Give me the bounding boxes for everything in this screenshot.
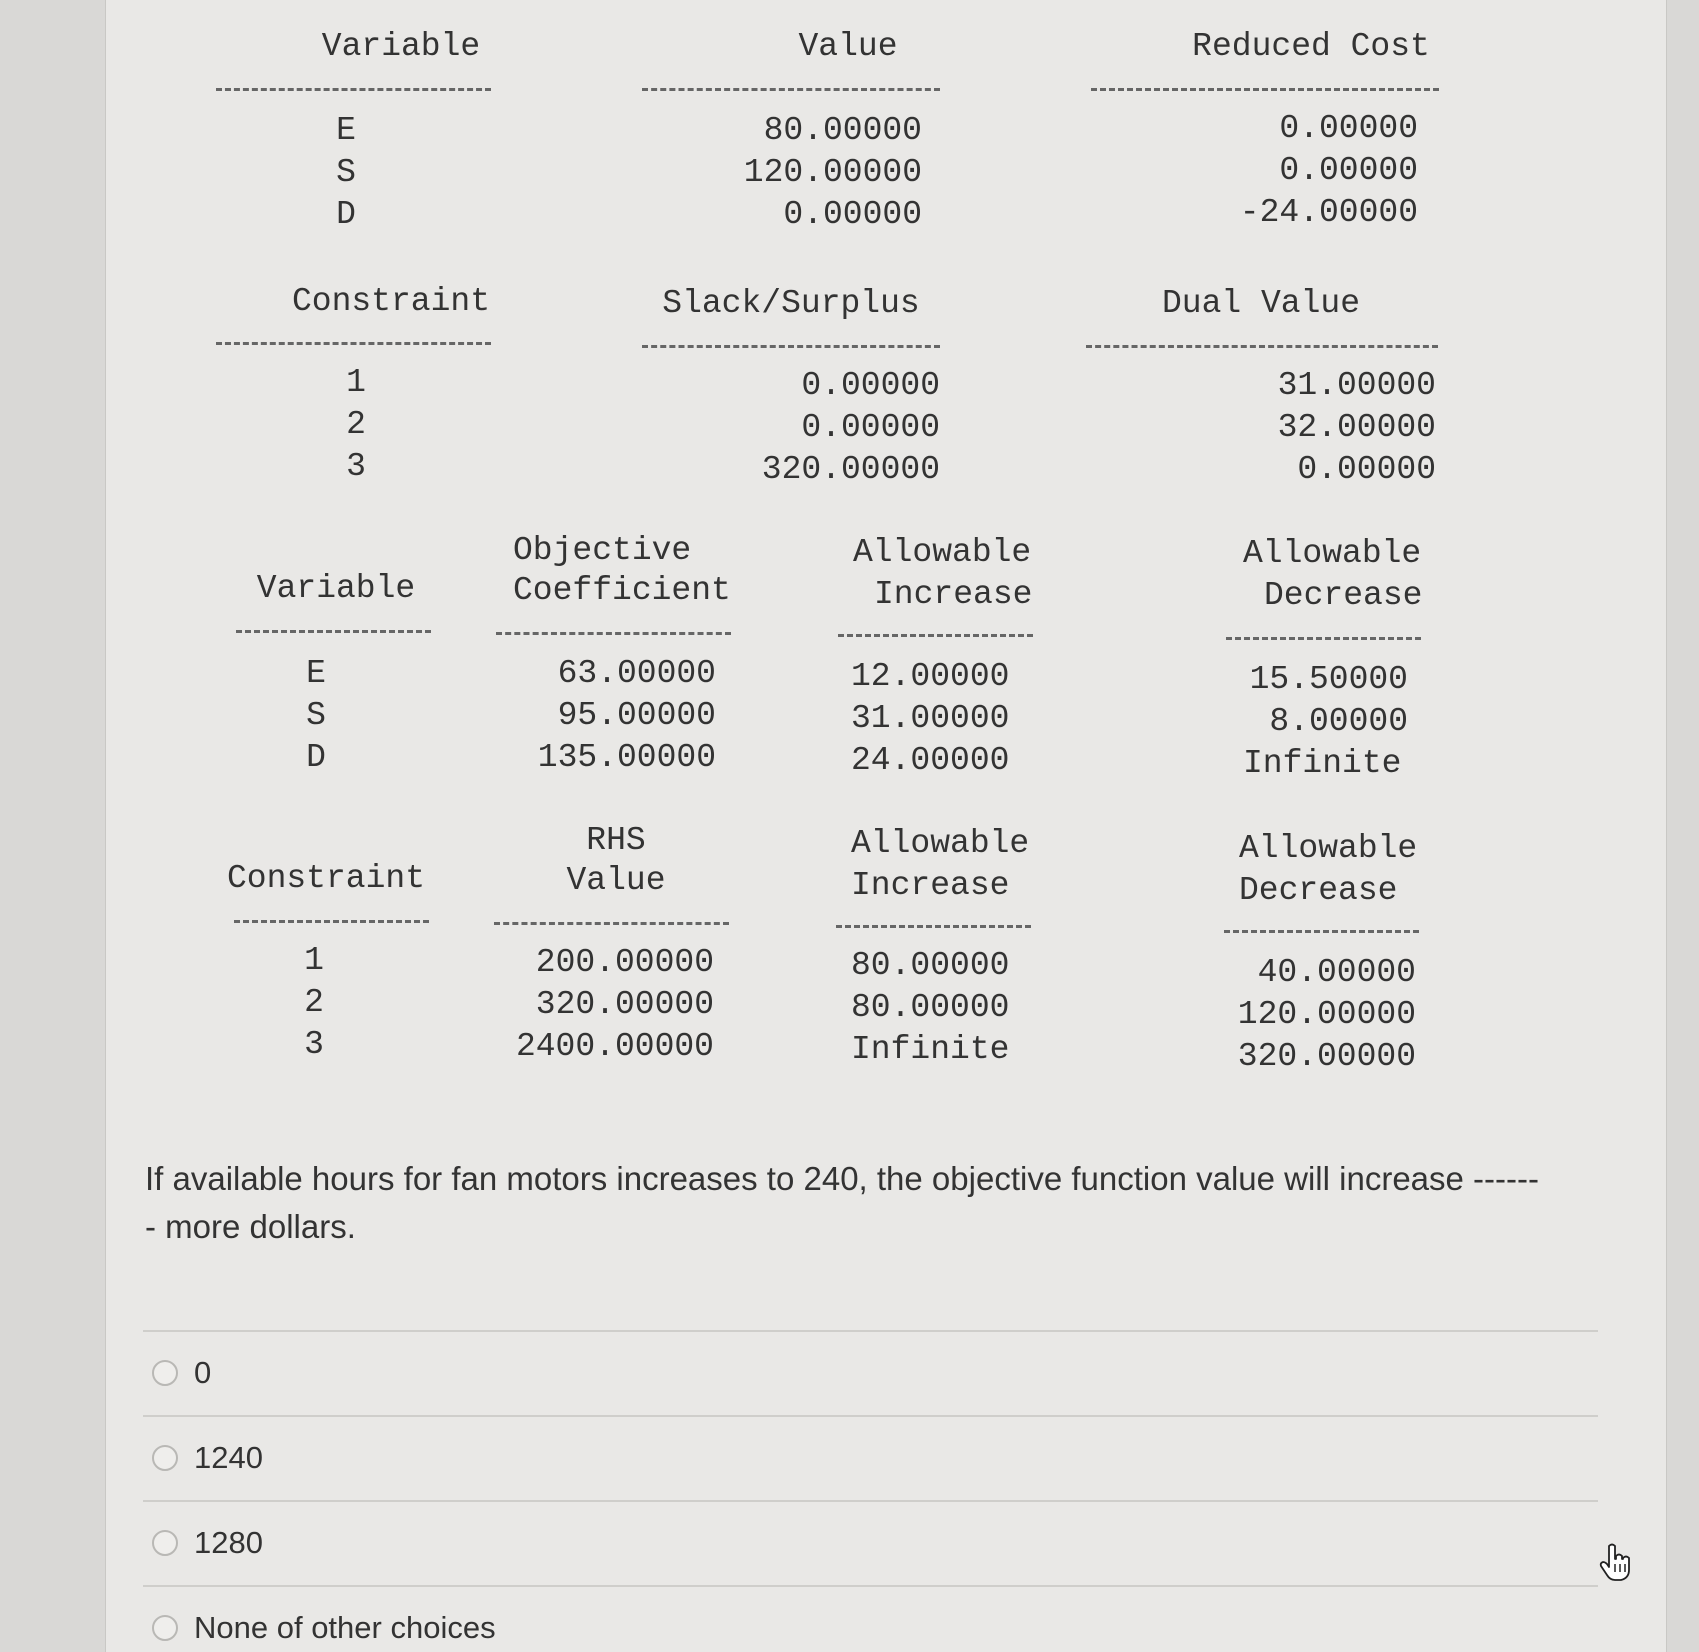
option-label: None of other choices xyxy=(194,1610,496,1645)
radio-button-icon[interactable] xyxy=(152,1445,178,1471)
question-line-1: If available hours for fan motors increases to 240, the objective function value will increase ------ xyxy=(145,1160,1539,1197)
table-cell: 2400.00000 xyxy=(515,1028,714,1065)
table-cell: 0.00000 xyxy=(1279,110,1418,147)
answer-option-1240[interactable] xyxy=(152,1438,263,1478)
table-cell: Infinite xyxy=(851,1031,1010,1068)
divider xyxy=(838,634,1033,637)
col-header-allowable: Allowable xyxy=(1239,830,1418,867)
col-header-rhs: RHS xyxy=(586,822,646,859)
table-cell: 24.00000 xyxy=(851,742,1010,779)
table-cell: 0.00000 xyxy=(1297,451,1436,488)
table-cell: 120.00000 xyxy=(1237,996,1416,1033)
table-cell: 1 xyxy=(304,942,324,979)
table-cell: 40.00000 xyxy=(1257,954,1416,991)
divider xyxy=(143,1330,1598,1332)
table-cell: 80.00000 xyxy=(851,947,1010,984)
table-cell: 31.00000 xyxy=(1277,367,1436,404)
question-line-2: - more dollars. xyxy=(145,1208,356,1245)
table-cell: 0.00000 xyxy=(1279,152,1418,189)
table-cell: 320.00000 xyxy=(535,986,714,1023)
col-header-allowable: Allowable xyxy=(1243,535,1422,572)
table-cell: 135.00000 xyxy=(537,739,716,776)
hand-pointer-icon xyxy=(1598,1542,1632,1582)
table-cell: 80.00000 xyxy=(851,989,1010,1026)
table-cell: 95.00000 xyxy=(557,697,716,734)
table-cell: 63.00000 xyxy=(557,655,716,692)
divider xyxy=(836,925,1031,928)
divider xyxy=(494,922,729,925)
table-cell: S xyxy=(336,154,356,191)
option-label: 0 xyxy=(194,1355,212,1390)
divider xyxy=(216,88,491,91)
divider xyxy=(1086,345,1438,348)
table-cell: 80.00000 xyxy=(763,112,922,149)
divider xyxy=(1226,637,1421,640)
divider xyxy=(496,632,731,635)
col-header-dual-value: Dual Value xyxy=(1161,285,1361,322)
table-cell: 31.00000 xyxy=(851,700,1010,737)
table-cell: 1 xyxy=(346,364,366,401)
table-cell: S xyxy=(306,697,326,734)
col-header-allowable: Allowable xyxy=(851,825,1030,862)
divider xyxy=(642,345,940,348)
table-cell: D xyxy=(306,739,326,776)
divider xyxy=(234,920,429,923)
divider xyxy=(143,1585,1598,1587)
col-header-increase: Increase xyxy=(874,576,1033,613)
col-header-decrease: Decrease xyxy=(1239,872,1398,909)
table-cell: 32.00000 xyxy=(1277,409,1436,446)
option-label: 1240 xyxy=(194,1440,263,1475)
col-header-variable: Variable xyxy=(256,570,416,607)
col-header-value: Value xyxy=(798,28,898,65)
table-cell: 12.00000 xyxy=(851,658,1010,695)
divider xyxy=(642,88,940,91)
col-header-increase: Increase xyxy=(851,867,1010,904)
answer-option-0[interactable] xyxy=(152,1353,211,1393)
answer-option-none[interactable] xyxy=(152,1608,496,1648)
divider xyxy=(216,342,491,345)
divider xyxy=(143,1500,1598,1502)
table-cell: 320.00000 xyxy=(1237,1038,1416,1075)
table-cell: 2 xyxy=(304,984,324,1021)
table-cell: 8.00000 xyxy=(1269,703,1408,740)
col-header-decrease: Decrease xyxy=(1264,577,1423,614)
col-header-allowable: Allowable xyxy=(853,534,1032,571)
option-label: 1280 xyxy=(194,1525,263,1560)
divider xyxy=(1224,930,1419,933)
divider xyxy=(236,630,431,633)
table-cell: D xyxy=(336,196,356,233)
table-cell: 15.50000 xyxy=(1249,661,1408,698)
table-cell: 3 xyxy=(346,448,366,485)
col-header-slack-surplus: Slack/Surplus xyxy=(662,285,920,322)
question-text xyxy=(145,1155,1605,1251)
col-header-variable: Variable xyxy=(321,28,481,65)
table-cell: -24.00000 xyxy=(1239,194,1418,231)
col-header-coefficient: Coefficient xyxy=(513,572,731,609)
table-cell: 120.00000 xyxy=(743,154,922,191)
divider xyxy=(143,1415,1598,1417)
table-cell: 0.00000 xyxy=(801,367,940,404)
col-header-reduced-cost: Reduced Cost xyxy=(1192,28,1430,65)
answer-option-1280[interactable] xyxy=(152,1523,263,1563)
col-header-constraint: Constraint xyxy=(291,283,491,320)
question-page xyxy=(105,0,1667,1652)
table-cell: 200.00000 xyxy=(535,944,714,981)
col-header-objective: Objective xyxy=(513,532,692,569)
table-cell: Infinite xyxy=(1243,745,1402,782)
col-header-constraint: Constraint xyxy=(226,860,426,897)
table-cell: E xyxy=(336,112,356,149)
radio-button-icon[interactable] xyxy=(152,1360,178,1386)
table-cell: 320.00000 xyxy=(761,451,940,488)
table-cell: 0.00000 xyxy=(783,196,922,233)
table-cell: 0.00000 xyxy=(801,409,940,446)
divider xyxy=(1091,88,1439,91)
radio-button-icon[interactable] xyxy=(152,1615,178,1641)
col-header-value: Value xyxy=(566,862,666,899)
table-cell: E xyxy=(306,655,326,692)
radio-button-icon[interactable] xyxy=(152,1530,178,1556)
table-cell: 2 xyxy=(346,406,366,443)
table-cell: 3 xyxy=(304,1026,324,1063)
